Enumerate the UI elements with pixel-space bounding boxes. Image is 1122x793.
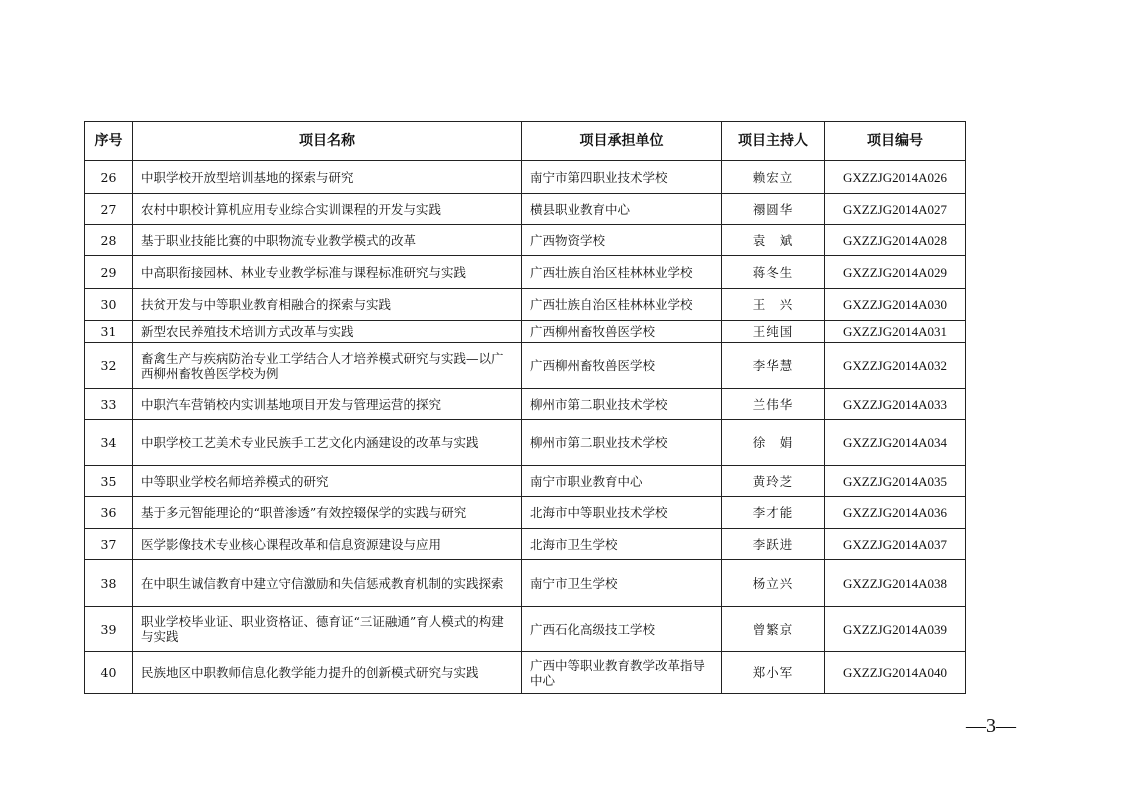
cell-project-name: 民族地区中职教师信息化教学能力提升的创新模式研究与实践 — [133, 652, 522, 694]
table-row — [85, 652, 966, 694]
cell-code: GXZZJG2014A026 — [825, 161, 966, 194]
cell-unit: 北海市卫生学校 — [522, 529, 722, 560]
cell-host: 李跃进 — [722, 529, 825, 560]
cell-index: 40 — [85, 652, 133, 694]
table-row — [85, 256, 966, 289]
table-row — [85, 321, 966, 343]
cell-index: 27 — [85, 194, 133, 225]
cell-unit: 北海市中等职业技术学校 — [522, 497, 722, 529]
cell-host: 王 兴 — [722, 289, 825, 321]
table-row — [85, 194, 966, 225]
cell-unit: 广西物资学校 — [522, 225, 722, 256]
cell-index: 35 — [85, 466, 133, 497]
cell-code: GXZZJG2014A038 — [825, 560, 966, 607]
cell-code: GXZZJG2014A034 — [825, 420, 966, 466]
table-row — [85, 420, 966, 466]
cell-index: 29 — [85, 256, 133, 289]
header-unit: 项目承担单位 — [522, 122, 722, 161]
cell-project-name: 医学影像技术专业核心课程改革和信息资源建设与应用 — [133, 529, 522, 560]
header-project-name: 项目名称 — [133, 122, 522, 161]
cell-project-name: 农村中职校计算机应用专业综合实训课程的开发与实践 — [133, 194, 522, 225]
cell-project-name: 中高职衔接园林、林业专业教学标准与课程标准研究与实践 — [133, 256, 522, 289]
header-index: 序号 — [85, 122, 133, 161]
cell-unit: 广西石化高级技工学校 — [522, 607, 722, 652]
cell-index: 36 — [85, 497, 133, 529]
cell-project-name: 中职汽车营销校内实训基地项目开发与管理运营的探究 — [133, 389, 522, 420]
cell-project-name: 中等职业学校名师培养模式的研究 — [133, 466, 522, 497]
cell-host: 李才能 — [722, 497, 825, 529]
table-row — [85, 607, 966, 652]
cell-project-name: 职业学校毕业证、职业资格证、德育证“三证融通”育人模式的构建与实践 — [133, 607, 522, 652]
cell-code: GXZZJG2014A030 — [825, 289, 966, 321]
cell-code: GXZZJG2014A028 — [825, 225, 966, 256]
table-header-row — [85, 122, 966, 161]
cell-host: 蒋冬生 — [722, 256, 825, 289]
cell-host: 郑小军 — [722, 652, 825, 694]
cell-host: 李华慧 — [722, 343, 825, 389]
cell-host: 徐 娟 — [722, 420, 825, 466]
table-row — [85, 225, 966, 256]
table-row — [85, 343, 966, 389]
cell-project-name: 基于多元智能理论的“职普渗透”有效控辍保学的实践与研究 — [133, 497, 522, 529]
cell-unit: 柳州市第二职业技术学校 — [522, 389, 722, 420]
cell-index: 32 — [85, 343, 133, 389]
cell-project-name: 新型农民养殖技术培训方式改革与实践 — [133, 321, 522, 343]
cell-index: 26 — [85, 161, 133, 194]
cell-code: GXZZJG2014A035 — [825, 466, 966, 497]
cell-unit: 南宁市职业教育中心 — [522, 466, 722, 497]
table-row — [85, 389, 966, 420]
projects-table — [84, 121, 966, 694]
cell-unit: 南宁市卫生学校 — [522, 560, 722, 607]
cell-code: GXZZJG2014A033 — [825, 389, 966, 420]
table-body — [85, 161, 966, 694]
cell-index: 30 — [85, 289, 133, 321]
cell-project-name: 基于职业技能比赛的中职物流专业教学模式的改革 — [133, 225, 522, 256]
cell-project-name: 中职学校开放型培训基地的探索与研究 — [133, 161, 522, 194]
cell-code: GXZZJG2014A027 — [825, 194, 966, 225]
cell-code: GXZZJG2014A039 — [825, 607, 966, 652]
table-row — [85, 289, 966, 321]
cell-host: 黄玲芝 — [722, 466, 825, 497]
cell-host: 曾繁京 — [722, 607, 825, 652]
table-row — [85, 161, 966, 194]
cell-unit: 广西柳州畜牧兽医学校 — [522, 343, 722, 389]
table-row — [85, 560, 966, 607]
cell-index: 38 — [85, 560, 133, 607]
cell-unit: 广西壮族自治区桂林林业学校 — [522, 289, 722, 321]
cell-host: 杨立兴 — [722, 560, 825, 607]
cell-index: 39 — [85, 607, 133, 652]
header-host: 项目主持人 — [722, 122, 825, 161]
cell-index: 28 — [85, 225, 133, 256]
cell-project-name: 在中职生诚信教育中建立守信激励和失信惩戒教育机制的实践探索 — [133, 560, 522, 607]
cell-index: 37 — [85, 529, 133, 560]
cell-index: 31 — [85, 321, 133, 343]
cell-code: GXZZJG2014A040 — [825, 652, 966, 694]
cell-index: 34 — [85, 420, 133, 466]
cell-unit: 柳州市第二职业技术学校 — [522, 420, 722, 466]
cell-code: GXZZJG2014A031 — [825, 321, 966, 343]
page-number: —3— — [966, 715, 1016, 737]
header-code: 项目编号 — [825, 122, 966, 161]
cell-unit: 广西壮族自治区桂林林业学校 — [522, 256, 722, 289]
cell-project-name: 扶贫开发与中等职业教育相融合的探索与实践 — [133, 289, 522, 321]
cell-index: 33 — [85, 389, 133, 420]
cell-unit: 南宁市第四职业技术学校 — [522, 161, 722, 194]
cell-code: GXZZJG2014A037 — [825, 529, 966, 560]
cell-code: GXZZJG2014A032 — [825, 343, 966, 389]
cell-host: 王纯国 — [722, 321, 825, 343]
cell-host: 禤圆华 — [722, 194, 825, 225]
cell-host: 赖宏立 — [722, 161, 825, 194]
cell-unit: 广西中等职业教育教学改革指导中心 — [522, 652, 722, 694]
cell-unit: 横县职业教育中心 — [522, 194, 722, 225]
table-row — [85, 497, 966, 529]
table-row — [85, 529, 966, 560]
cell-project-name: 畜禽生产与疾病防治专业工学结合人才培养模式研究与实践—以广西柳州畜牧兽医学校为例 — [133, 343, 522, 389]
table-row — [85, 466, 966, 497]
cell-unit: 广西柳州畜牧兽医学校 — [522, 321, 722, 343]
cell-host: 袁 斌 — [722, 225, 825, 256]
cell-code: GXZZJG2014A036 — [825, 497, 966, 529]
cell-code: GXZZJG2014A029 — [825, 256, 966, 289]
cell-project-name: 中职学校工艺美术专业民族手工艺文化内涵建设的改革与实践 — [133, 420, 522, 466]
cell-host: 兰伟华 — [722, 389, 825, 420]
